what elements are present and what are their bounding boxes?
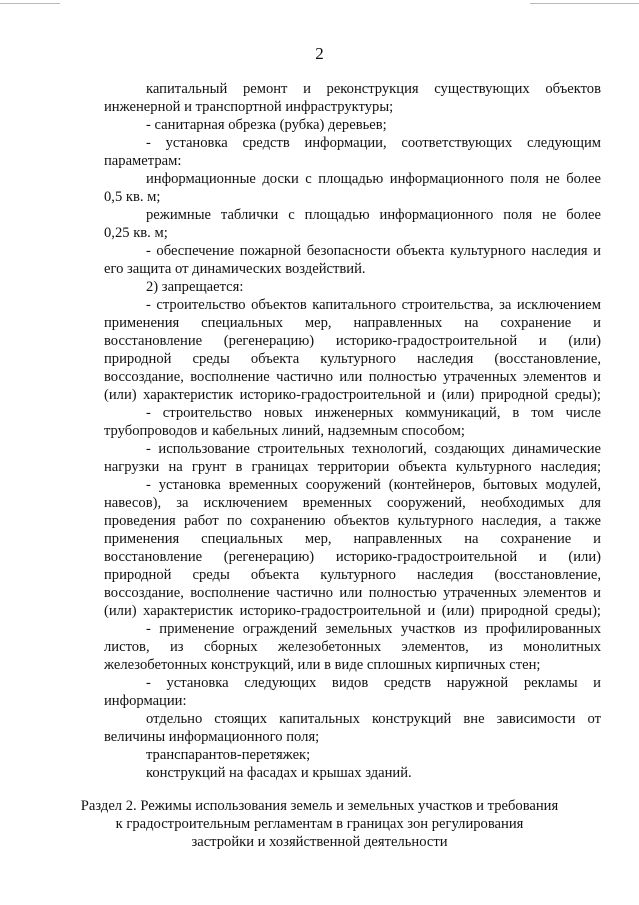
text-line: режимные таблички с площадью информационного поля не более <box>146 207 601 223</box>
text-line: - установка временных сооружений (контейнеров, бытовых модулей, <box>146 477 601 493</box>
text-line: отдельно стоящих капитальных конструкций вне зависимости от <box>146 711 601 727</box>
text-line: - установка следующих видов средств наружной рекламы и <box>146 675 601 691</box>
text-line: - санитарная обрезка (рубка) деревьев; <box>146 117 387 133</box>
text-line: 0,25 кв. м; <box>104 225 168 241</box>
text-line: воссоздание, восполнение частично или полностью утраченных элементов и <box>104 369 601 385</box>
text-line: - строительство объектов капитального строительства, за исключением <box>146 297 601 313</box>
text-line: листов, из сборных железобетонных элементов, из монолитных <box>104 639 601 655</box>
text-line: 0,5 кв. м; <box>104 189 161 205</box>
text-line: инженерной и транспортной инфраструктуры; <box>104 99 394 115</box>
heading-line: Раздел 2. Режимы использования земель и земельных участков и требования <box>80 798 559 814</box>
text-line: навесов), за исключением временных сооружений, необходимых для <box>104 495 601 511</box>
text-line: параметрам: <box>104 153 182 169</box>
text-line: 2) запрещается: <box>146 279 244 295</box>
text-line: - использование строительных технологий, создающих динамические <box>146 441 601 457</box>
text-line: - применение ограждений земельных участков из профилированных <box>146 621 601 637</box>
text-line: проведения работ по сохранению объектов культурного наследия, а также <box>104 513 601 529</box>
text-line: восстановление (регенерацию) историко-градостроительной и (или) <box>104 333 601 349</box>
text-line: природной среды объекта культурного наследия (восстановление, <box>104 567 601 583</box>
text-line: - строительство новых инженерных коммуникаций, в том числе <box>146 405 601 421</box>
heading-line: к градостроительным регламентам в границах зон регулирования <box>115 816 524 832</box>
text-line: восстановление (регенерацию) историко-градостроительной и (или) <box>104 549 601 565</box>
scan-edge-line <box>530 3 639 4</box>
text-line: трубопроводов и кабельных линий, надземным способом; <box>104 423 465 439</box>
text-line: конструкций на фасадах и крышах зданий. <box>146 765 412 781</box>
text-line: величины информационного поля; <box>104 729 320 745</box>
text-line: природной среды объекта культурного наследия (восстановление, <box>104 351 601 367</box>
text-line: (или) характеристик историко-градостроительной и (или) природной среды); <box>104 603 601 619</box>
text-line: нагрузки на грунт в границах территории объекта культурного наследия; <box>104 459 601 475</box>
text-line: воссоздание, восполнение частично или полностью утраченных элементов и <box>104 585 601 601</box>
heading-line: застройки и хозяйственной деятельности <box>191 834 448 850</box>
text-line: информационные доски с площадью информационного поля не более <box>146 171 601 187</box>
text-line: (или) характеристик историко-градостроительной и (или) природной среды); <box>104 387 601 403</box>
page-number: 2 <box>315 44 324 63</box>
text-line: - установка средств информации, соответствующих следующим <box>146 135 601 151</box>
text-line: - обеспечение пожарной безопасности объекта культурного наследия и <box>146 243 601 259</box>
scan-edge-line <box>0 3 60 4</box>
text-line: применения специальных мер, направленных на сохранение и <box>104 315 601 331</box>
text-line: применения специальных мер, направленных на сохранение и <box>104 531 601 547</box>
text-line: капитальный ремонт и реконструкция существующих объектов <box>146 81 601 97</box>
text-line: железобетонных конструкций, или в виде сплошных кирпичных стен; <box>104 657 541 673</box>
text-line: транспарантов-перетяжек; <box>146 747 311 763</box>
text-line: его защита от динамических воздействий. <box>104 261 366 277</box>
text-line: информации: <box>104 693 187 709</box>
